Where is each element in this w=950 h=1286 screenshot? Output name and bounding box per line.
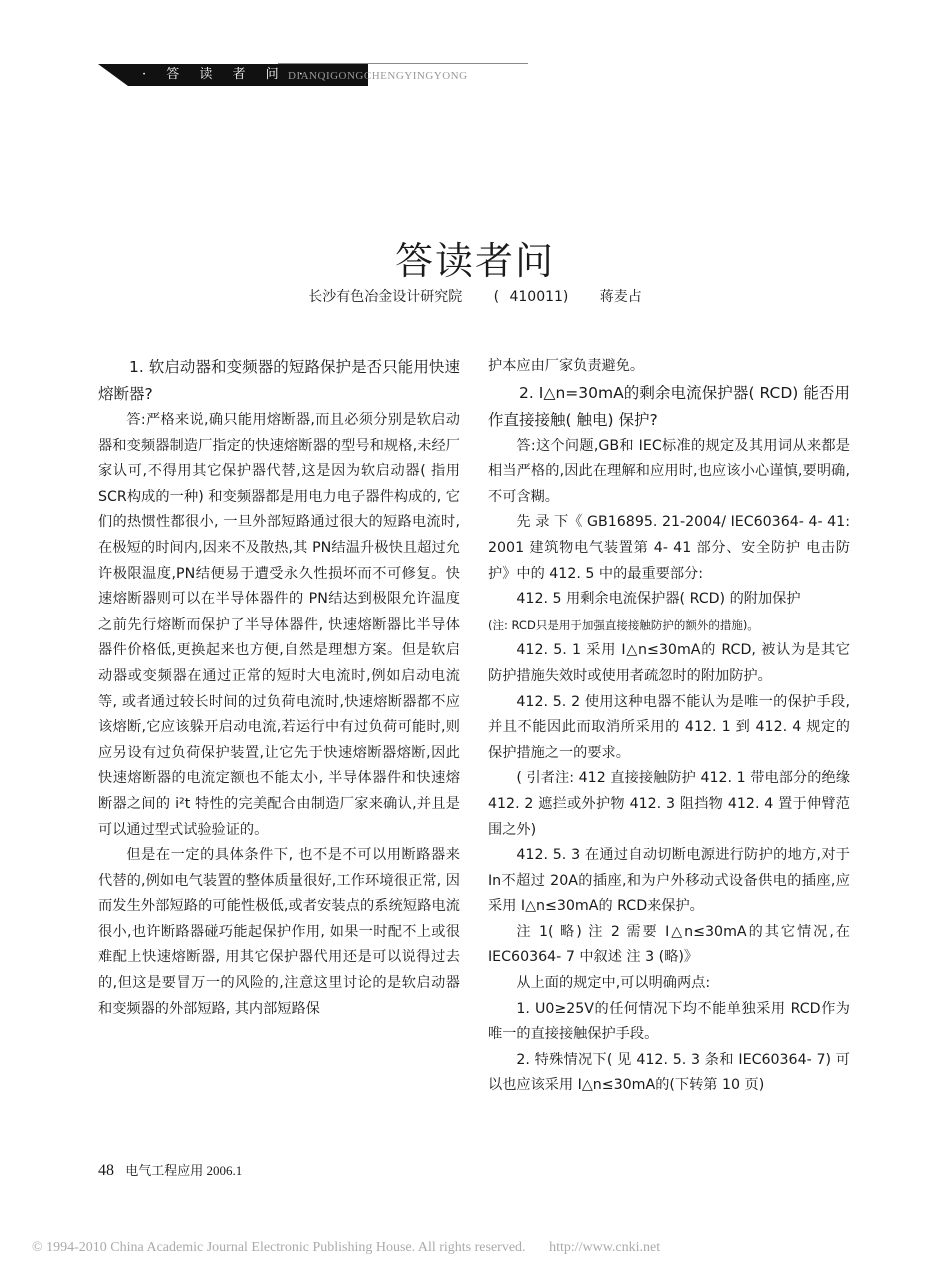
clause-412-5-3: 412. 5. 3 在通过自动切断电源进行防护的地方,对于 In不超过 20A的插座,和为户外移动式设备供电的插座,应采用 I△n≤30mA的 RCD来保护。 <box>488 847 850 915</box>
page-number: 48 <box>98 1162 114 1179</box>
header-rule <box>278 63 528 64</box>
running-header <box>98 62 530 88</box>
clause-notes: 注 1( 略) 注 2 需要 I△n≤30mA的其它情况,在 IEC60364- 7 中叙述 注 3 (略)》 <box>488 923 850 966</box>
citer-note: ( 引者注: 412 直接接触防护 412. 1 带电部分的绝缘 412. 2 遮拦或外护物 412. 3 阻挡物 412. 4 置于伸臂范围之外) <box>488 770 850 838</box>
institution: 长沙有色冶金设计研究院 <box>308 289 463 305</box>
left-column <box>98 354 460 1022</box>
answer-paragraph: 答:严格来说,确只能用熔断器,而且必须分别是软启动器和变频器制造厂指定的快速熔断器的型号和规格,未经厂家认可,不得用其它保护器代替,这是因为软启动器( 指用 SCR构成的一种) 和变频器都是用电力电子器件构成的, 它们的热惯性都很小, 一旦外部短路通过很大的短路电流时,在极短的时间内,因来不及散热,其 PN结温升极快且超过允许极限温度,PN结便易于遭受永久性损坏而不可修复。快速熔断器则可以在半导体器件的 PN结达到极限允许温度之前先行熔断而保护了半导体器件, 快速熔断器比半导体器件价格低,更换起来也方便,自然是理想方案。但是软启动器或变频器在通过正常的短时大电流时,例如启动电流等, 或者通过较长时间的过负荷电流时,快速熔断器都不应该熔断,它应该躲开启动电流,若运行中有过负荷可能时,则应另设有过负荷保护装置,让它先于快速熔断器熔断,因此快速熔断器的电流定额也不能太小, 半导体器件和快速熔断器之间的 i²t 特性的完美配合由制造厂家来确认,并且是可以通过型式试验验证的。 <box>98 412 460 838</box>
page-footer <box>98 1160 242 1180</box>
section-tag: · 答 读 者 问 · <box>128 64 368 86</box>
clause-412-5-1: 412. 5. 1 采用 I△n≤30mA的 RCD, 被认为是其它防护措施失效时或使用者疏忽时的附加防护。 <box>488 642 850 684</box>
point-1: 1. U0≥25V的任何情况下均不能单独采用 RCD作为唯一的直接接触保护手段。 <box>488 1000 850 1043</box>
answer-paragraph: 但是在一定的具体条件下, 也不是不可以用断路器来代替的,例如电气装置的整体质量很好,工作环境很正常, 因而发生外部短路的可能性极低,或者安装点的系统短路电流很小,也许断路器碰巧能起保护作用, 如果一时配不上或很难配上快速熔断器, 用其它保护器代用还是可以说得过去的,但这是要冒万一的风险的,注意这里讨论的是软启动器和变频器的外部短路, 其内部短路保 <box>98 847 460 1017</box>
journal-pinyin: DIANQIGONGCHENGYINGYONG <box>288 70 468 82</box>
clause-412-5-2: 412. 5. 2 使用这种电器不能认为是唯一的保护手段, 并且不能因此而取消所采用的 412. 1 到 412. 4 规定的保护措施之一的要求。 <box>488 693 850 761</box>
postcode: ( 410011) <box>493 289 569 305</box>
question-1: 1. 软启动器和变频器的短路保护是否只能用快速熔断器? <box>98 358 460 403</box>
continued-text: 护本应由厂家负责避免。 <box>488 358 645 374</box>
answer-paragraph: 先 录 下《 GB16895. 21-2004/ IEC60364- 4- 41: 2001 建筑物电气装置第 4- 41 部分、安全防护 电击防护》中的 412. 5 中的最重要部分: <box>488 514 850 582</box>
point-2: 2. 特殊情况下( 见 412. 5. 3 条和 IEC60364- 7) 可以也应该采用 I△n≤30mA的(下转第 10 页) <box>488 1051 850 1094</box>
author-name: 蒋麦占 <box>599 289 642 305</box>
author-line <box>0 286 950 306</box>
answer-paragraph: 从上面的规定中,可以明确两点: <box>516 975 711 992</box>
journal-issue: 电气工程应用 2006.1 <box>125 1163 243 1178</box>
clause-412-5: 412. 5 用剩余电流保护器( RCD) 的附加保护 <box>516 591 801 608</box>
question-2: 2. I△n=30mA的剩余电流保护器( RCD) 能否用作直接接触( 触电) 保护? <box>488 383 850 429</box>
article-title: 答读者问 <box>394 239 555 283</box>
answer-paragraph: 答:这个问题,GB和 IEC标准的规定及其用词从来都是相当严格的,因此在理解和应用时,也应该小心谨慎,要明确,不可含糊。 <box>488 437 850 505</box>
cnki-link[interactable]: http://www.cnki.net <box>549 1240 661 1255</box>
clause-note: (注: RCD只是用于加强直接接触防护的额外的措施)。 <box>488 617 759 632</box>
copyright-text: © 1994-2010 China Academic Journal Electronic Publishing House. All rights reserved. <box>32 1240 526 1255</box>
copyright-notice <box>32 1240 932 1256</box>
right-column <box>488 354 850 1099</box>
